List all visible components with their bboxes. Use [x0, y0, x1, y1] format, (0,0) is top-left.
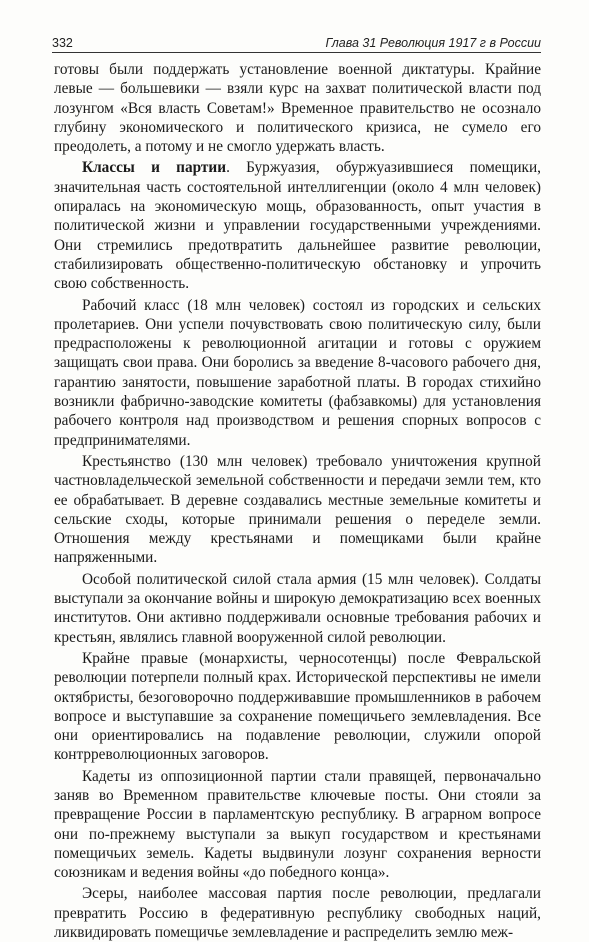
body-text: [54, 60, 541, 942]
running-title: Глава 31 Революция 1917 г в России: [325, 36, 541, 50]
paragraph-text: Крестьянство (130 млн человек) требовало уничтожения крупной частновладельческой земельной собственности и передачи земли тем, кто ее обрабатывает. В деревне создавались местные земельные комитеты и сельские сходы, которые принимали решения о переделе земли. Отношения между крестьянами и помещиками были крайне напряженными.: [54, 452, 541, 567]
paragraph-text: Эсеры, наиболее массовая партия после революции, предлагали превратить Россию в федеративную республику свободных наций, ликвидировать помещичье землевладение и распределить землю меж-: [54, 885, 541, 942]
paragraph: [54, 649, 541, 765]
paragraph: [54, 570, 541, 647]
paragraph: [54, 767, 541, 883]
paragraph: [54, 296, 541, 450]
paragraph: [54, 452, 541, 568]
paragraph-text: готовы были поддержать установление военной диктатуры. Крайние левые — большевики — взяли курс на захват политической власти под лозунгом «Вся власть Советам!» Временное правительство не осознало глубину экономического и политического кризиса, не сумело его преодолеть, а потому и не смогло удержать власть.: [54, 61, 541, 156]
running-header: [52, 30, 541, 50]
paragraph-text: Рабочий класс (18 млн человек) состоял из городских и сельских пролетариев. Они успели почувствовать свою политическую силу, были предрасположены к революционной агитации и готовы с оружием защищать свои права. Они боролись за введение 8-часового рабочего дня, гарантию занятости, повышение заработной платы. В городах стихийно возникли фабрично-заводские комитеты (фабзавкомы) для установления рабочего контроля над производством и решения спорных вопросов с предпринимателями.: [54, 296, 541, 449]
paragraph: [54, 158, 541, 293]
paragraph-text: Крайне правые (монархисты, черносотенцы) после Февральской революции потерпели полный крах. Исторической перспективы не имели октябристы, безоговорочно поддерживавшие промышленников в рабочем вопросе и выступавшие за сохранение помещичьего землевладения. Все они ориентировались на подавление революции, служили опорой контрреволюционных заговоров.: [54, 649, 541, 764]
paragraph: [54, 884, 541, 942]
header-rule: [52, 52, 541, 53]
run-in-heading: Классы и партии: [82, 159, 227, 177]
paragraph: [54, 60, 541, 156]
paragraph-text: Кадеты из оппозиционной партии стали правящей, первоначально заняв во Временном правительстве ключевые посты. Они стояли за превращение России в парламентскую республику. В аграрном вопросе они по-прежнему выступали за выкуп государством и крестьянами помещичьих земель. Кадеты выдвинули лозунг сохранения верности союзникам и ведения войны «до победного конца».: [54, 767, 541, 882]
paragraph-text: . Буржуазия, обуржуазившиеся помещики, значительная часть состоятельной интеллигенции (около 4 млн человек) опиралась на экономическую мощь, образованность, опыт участия в политической жизни и управлении государственными учреждениями. Они стремились предотвратить дальнейшее развитие революции, стабилизировать общественно-политическую обстановку и упрочить свою собственность.: [54, 159, 541, 293]
paragraph-text: Особой политической силой стала армия (15 млн человек). Солдаты выступали за окончание войны и широкую демократизацию всех военных институтов. Они активно поддерживали основные требования рабочих и крестьян, являлись главной вооруженной силой революции.: [54, 570, 541, 646]
page-number: 332: [52, 36, 73, 50]
